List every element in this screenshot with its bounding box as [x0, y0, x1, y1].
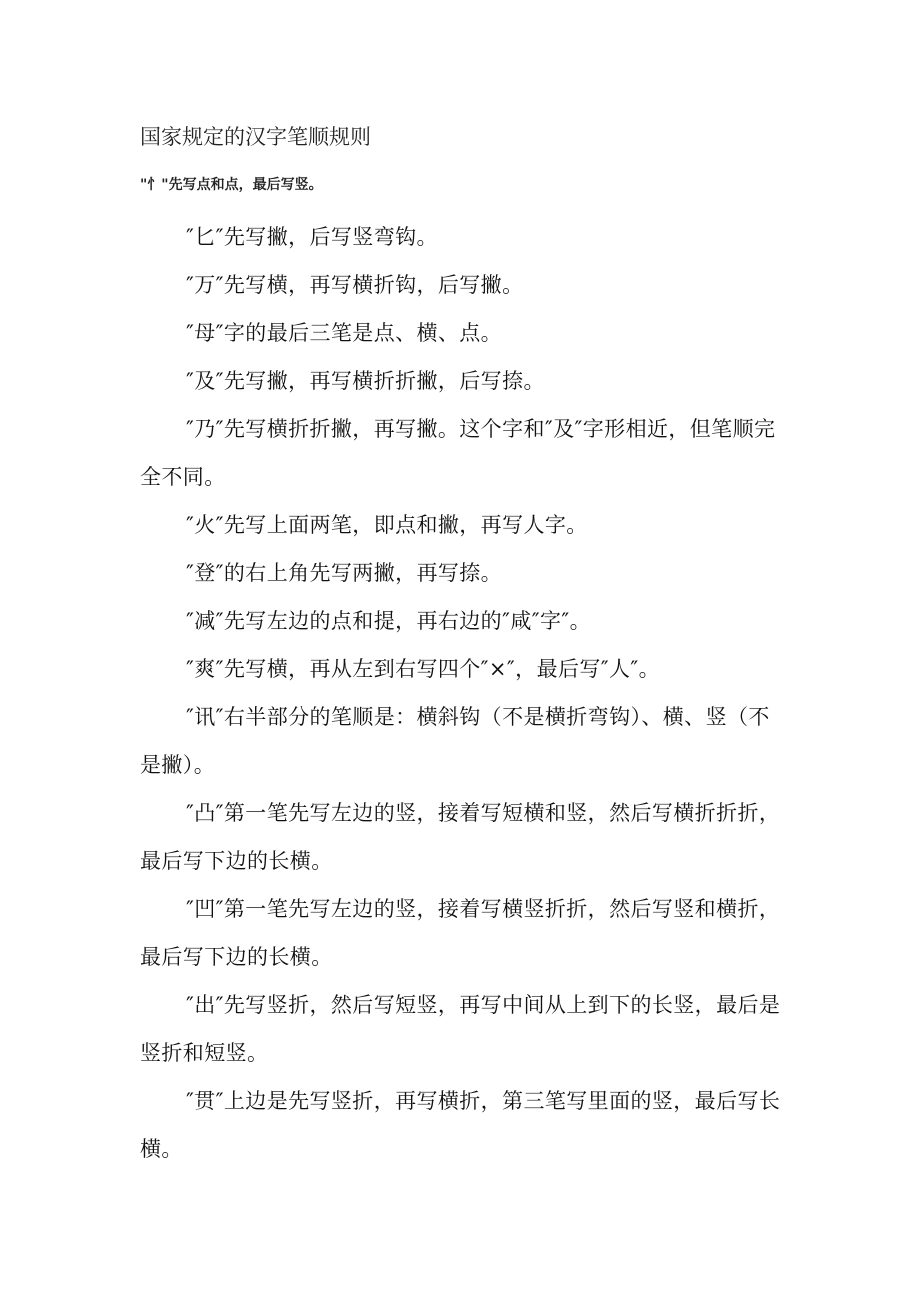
document-subtitle: "忄"先写点和点，最后写竖。	[140, 177, 323, 193]
paragraph: ″减″先写左边的点和提，再右边的″咸″字″。	[186, 609, 592, 633]
paragraph: ″及″先写撇，再写横折折撇，后写捺。	[186, 369, 545, 393]
paragraph: ″凹″第一笔先写左边的竖，接着写横竖折折，然后写竖和横折，最后写下边的长横。	[140, 897, 781, 969]
paragraph: ″贯″上边是先写竖折，再写横折，第三笔写里面的竖，最后写长横。	[140, 1089, 781, 1161]
paragraph: ″万″先写横，再写横折钩，后写撇。	[186, 273, 524, 297]
paragraph: ″登″的右上角先写两撇，再写捺。	[186, 561, 503, 585]
document-body	[140, 213, 785, 1173]
paragraph: ″火″先写上面两笔，即点和撇，再写人字。	[186, 513, 588, 537]
paragraph: ″出″先写竖折，然后写短竖，再写中间从上到下的长竖，最后是竖折和短竖。	[140, 993, 781, 1065]
paragraph: ″凸″第一笔先写左边的竖，接着写短横和竖，然后写横折折折，最后写下边的长横。	[140, 801, 781, 873]
document-title: 国家规定的汉字笔顺规则	[140, 125, 371, 149]
paragraph: ″讯″右半部分的笔顺是：横斜钩（不是横折弯钩）、横、竖（不是撇）。	[140, 705, 770, 777]
paragraph: ″爽″先写横，再从左到右写四个″×″，最后写″人″。	[186, 657, 661, 681]
paragraph: ″乃″先写横折折撇，再写撇。这个字和″及″字形相近，但笔顺完全不同。	[140, 417, 776, 489]
paragraph: ″匕″先写撇，后写竖弯钩。	[186, 225, 438, 249]
paragraph: ″母″字的最后三笔是点、横、点。	[186, 321, 503, 345]
